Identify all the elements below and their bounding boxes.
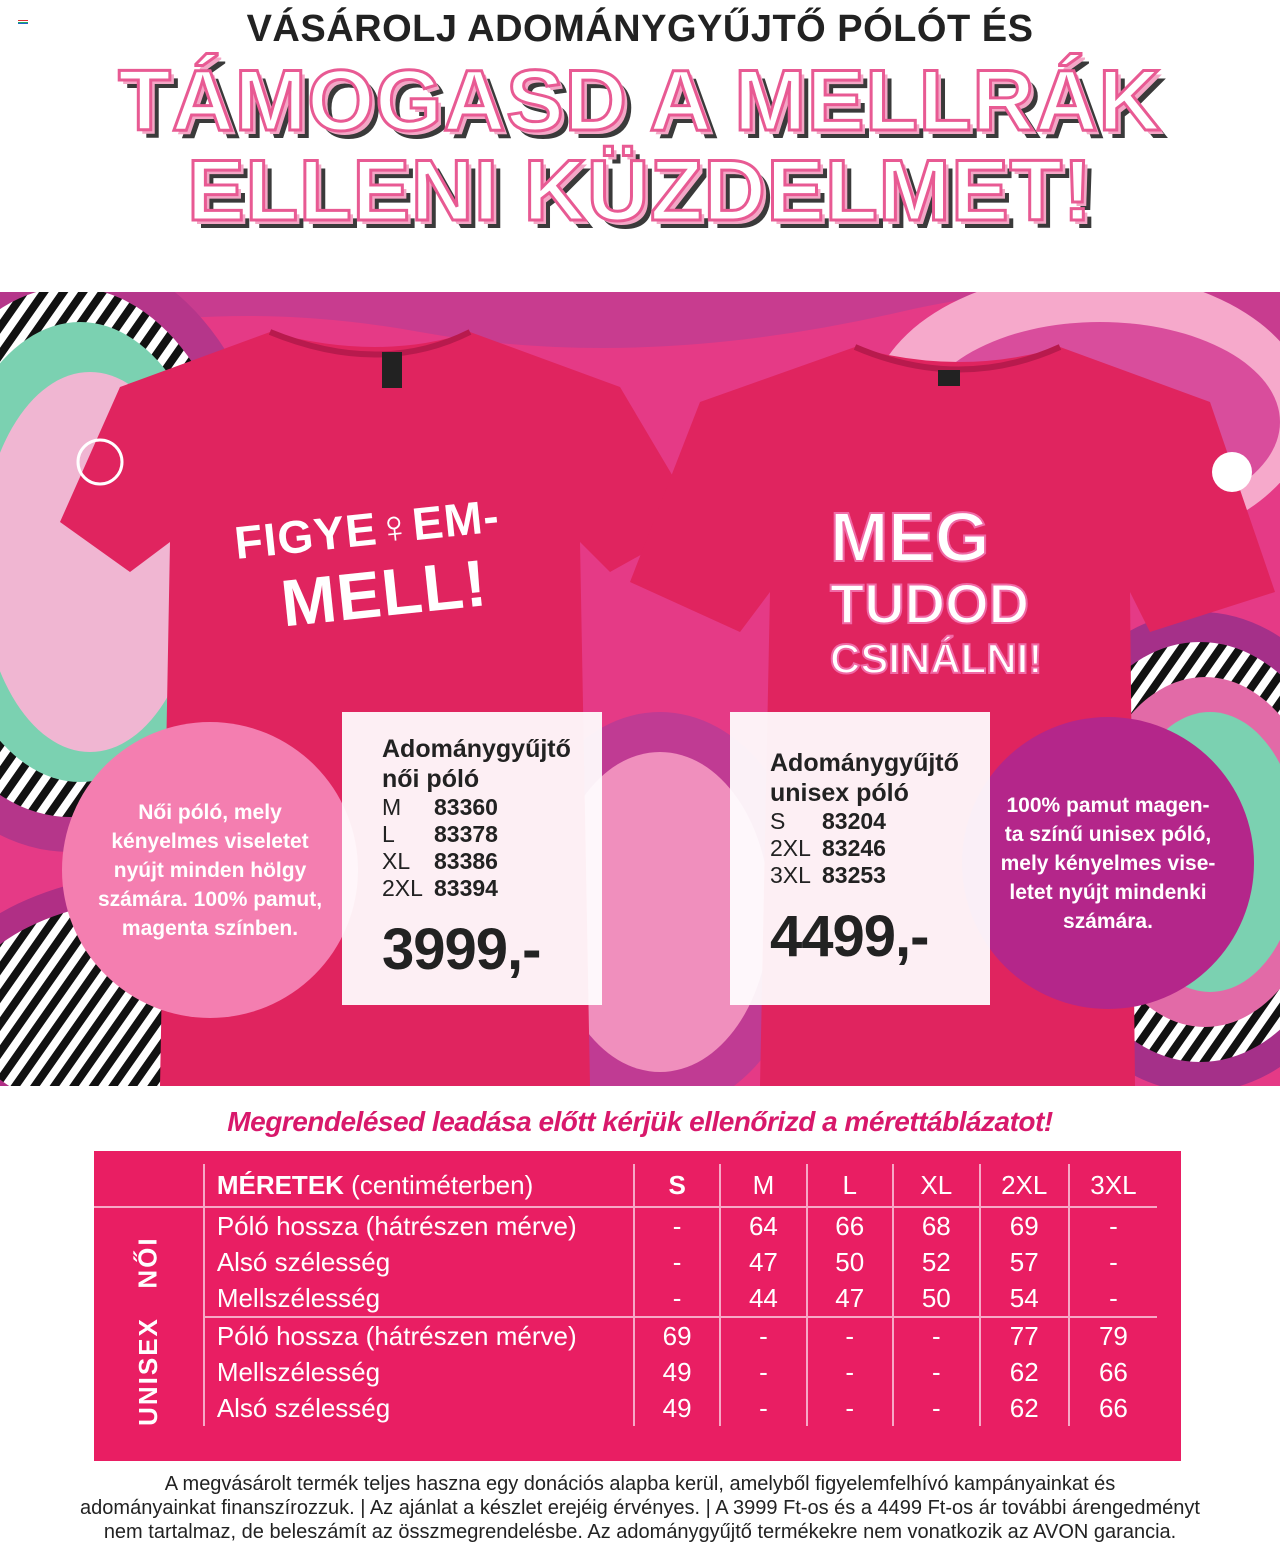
row-label: Póló hossza (hátrészen mérve) xyxy=(204,1317,634,1354)
product-code: 83246 xyxy=(822,835,886,861)
table-cell: - xyxy=(634,1280,720,1317)
size-header: 2XL xyxy=(980,1164,1069,1207)
table-cell: 47 xyxy=(720,1244,806,1280)
table-cell: - xyxy=(1069,1244,1157,1280)
unisex-description: 100% pamut magen-ta színű unisex póló, mely kényelmes vise-letet nyújt mindenki számára. xyxy=(1000,793,1216,933)
product-code: 83386 xyxy=(434,848,498,874)
size-label: 2XL xyxy=(770,835,811,861)
table-cell: 54 xyxy=(980,1280,1069,1317)
table-cell: 69 xyxy=(980,1207,1069,1244)
size-header: L xyxy=(807,1164,893,1207)
womens-print-line1: FIGYE♀EM- xyxy=(232,489,502,569)
product-code: 83360 xyxy=(434,794,498,820)
table-cell: - xyxy=(807,1354,893,1390)
unisex-product-name-line2: unisex póló xyxy=(770,779,909,807)
table-cell: 62 xyxy=(980,1354,1069,1390)
womens-size-row xyxy=(382,875,602,902)
row-label: Mellszélesség xyxy=(204,1280,634,1317)
table-row xyxy=(94,1280,1157,1317)
table-cell: - xyxy=(893,1354,980,1390)
table-cell: - xyxy=(1069,1207,1157,1244)
table-cell: - xyxy=(1069,1280,1157,1317)
unisex-size-row xyxy=(770,862,990,889)
table-cell: 52 xyxy=(893,1244,980,1280)
unisex-size-row xyxy=(770,835,990,862)
unisex-price: 4499,- xyxy=(770,904,929,969)
womens-shirt-print xyxy=(232,488,510,645)
table-cell: 68 xyxy=(893,1207,980,1244)
footnote-line2: adományainkat finanszírozzuk. | Az ajánlat a készlet erejéig érvényes. | A 3999 Ft-os és a 4499 Ft-os ár további árengedményt xyxy=(80,1497,1200,1519)
table-cell: 47 xyxy=(807,1280,893,1317)
product-code: 83378 xyxy=(434,821,498,847)
header-bold: MÉRETEK xyxy=(216,1169,344,1200)
table-cell: 69 xyxy=(634,1317,720,1354)
table-cell: - xyxy=(893,1390,980,1426)
row-label: Mellszélesség xyxy=(204,1354,634,1390)
table-row xyxy=(94,1244,1157,1280)
table-cell: - xyxy=(807,1390,893,1426)
unisex-product-card xyxy=(730,712,990,1005)
unisex-description-bubble xyxy=(962,717,1254,1009)
product-code: 83204 xyxy=(822,808,886,834)
product-code: 83253 xyxy=(822,862,886,888)
table-cell: 66 xyxy=(807,1207,893,1244)
table-row xyxy=(94,1354,1157,1390)
table-row xyxy=(94,1317,1157,1354)
row-label: Alsó szélesség xyxy=(204,1390,634,1426)
womens-product-name-line1: Adománygyűjtő xyxy=(382,735,571,763)
table-row xyxy=(94,1390,1157,1426)
table-cell: 79 xyxy=(1069,1317,1157,1354)
size-table-grid xyxy=(94,1164,1157,1426)
footnote-line3: nem tartalmaz, de beleszámít az összmegrendelésbe. Az adománygyűjtő termékekre nem vonatkozik az AVON garancia. xyxy=(103,1521,1177,1543)
table-cell: - xyxy=(634,1244,720,1280)
size-label: 2XL xyxy=(382,875,423,901)
size-header: 3XL xyxy=(1069,1164,1157,1207)
size-table-header-label xyxy=(204,1164,634,1207)
product-banner xyxy=(0,292,1280,1086)
header-rest: (centiméterben) xyxy=(351,1169,534,1200)
size-header: M xyxy=(720,1164,806,1207)
womens-price: 3999,- xyxy=(382,917,541,982)
headline-line3: ELLENI KÜZDELMET! xyxy=(187,143,1093,239)
footnote xyxy=(0,1472,1280,1544)
size-label: M xyxy=(382,794,402,820)
table-row xyxy=(94,1207,1157,1244)
womens-print-line2: MELL! xyxy=(277,545,491,641)
size-table xyxy=(94,1151,1181,1461)
headline-line2: TÁMOGASD A MELLRÁK xyxy=(118,53,1162,149)
size-label: L xyxy=(382,821,395,847)
table-cell: - xyxy=(720,1390,806,1426)
womens-product-card xyxy=(342,712,602,1005)
table-cell: 77 xyxy=(980,1317,1069,1354)
table-cell: - xyxy=(720,1317,806,1354)
size-table-title: Megrendelésed leadása előtt kérjük ellenőrizd a mérettáblázatot! xyxy=(227,1106,1053,1137)
table-cell: 66 xyxy=(1069,1390,1157,1426)
unisex-shirt-print xyxy=(830,498,1043,682)
womens-description-bubble xyxy=(62,722,358,1018)
table-cell: - xyxy=(634,1207,720,1244)
footnote-line1: A megvásárolt termék teljes haszna egy donációs alapba kerül, amelyből figyelemfelhívó kampányainkat és xyxy=(164,1473,1116,1495)
group-label-unisex: UNISEX xyxy=(132,1317,163,1426)
size-label: S xyxy=(770,808,786,834)
size-header: S xyxy=(634,1164,720,1207)
table-cell: 57 xyxy=(980,1244,1069,1280)
size-label: 3XL xyxy=(770,862,811,888)
table-cell: 50 xyxy=(893,1280,980,1317)
unisex-product-name-line1: Adománygyűjtő xyxy=(770,749,959,777)
size-header: XL xyxy=(893,1164,980,1207)
unisex-print-line3: CSINÁLNI! xyxy=(830,635,1043,682)
womens-size-row xyxy=(382,821,602,848)
unisex-print-line2: TUDOD xyxy=(830,572,1030,635)
unisex-print-line1: MEG xyxy=(830,498,990,576)
table-cell: 50 xyxy=(807,1244,893,1280)
table-cell: - xyxy=(720,1354,806,1390)
headline-top: VÁSÁROLJ ADOMÁNYGYŰJTŐ PÓLÓT ÉS xyxy=(246,8,1034,50)
womens-product-name-line2: női póló xyxy=(382,765,480,793)
table-cell: 44 xyxy=(720,1280,806,1317)
group-label-noi: NŐI xyxy=(132,1236,163,1289)
size-label: XL xyxy=(382,848,411,874)
product-code: 83394 xyxy=(434,875,498,901)
row-label: Alsó szélesség xyxy=(204,1244,634,1280)
womens-size-row xyxy=(382,794,602,821)
table-cell: 62 xyxy=(980,1390,1069,1426)
womens-description: Női póló, mely kényelmes viseletet nyújt minden hölgy számára. 100% pamut, magenta színben. xyxy=(97,800,323,940)
table-cell: 49 xyxy=(634,1390,720,1426)
size-table-header-row xyxy=(94,1164,1157,1207)
headline-main xyxy=(0,53,1280,239)
womens-size-row xyxy=(382,848,602,875)
row-label: Póló hossza (hátrészen mérve) xyxy=(204,1207,634,1244)
table-cell: - xyxy=(893,1317,980,1354)
table-cell: 64 xyxy=(720,1207,806,1244)
unisex-size-row xyxy=(770,808,990,835)
table-cell: 66 xyxy=(1069,1354,1157,1390)
table-cell: 49 xyxy=(634,1354,720,1390)
table-cell: - xyxy=(807,1317,893,1354)
